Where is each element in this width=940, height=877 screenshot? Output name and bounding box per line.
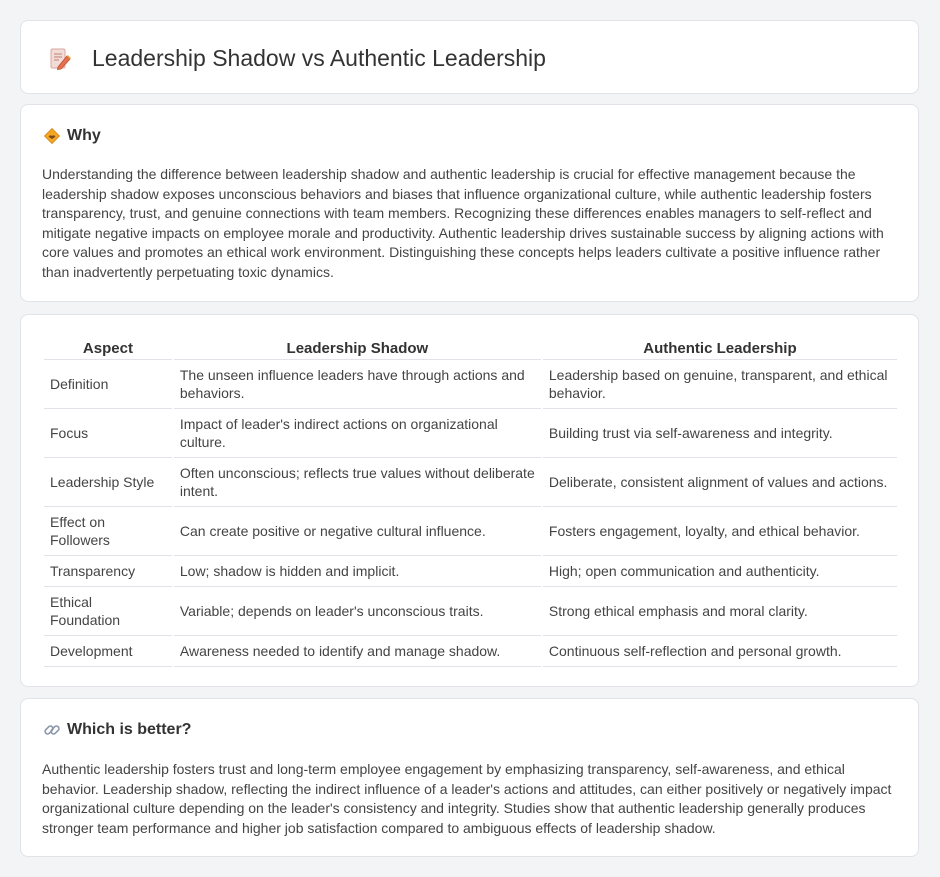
which-is-better-section	[20, 698, 919, 857]
aspect-cell: Ethical Foundation	[44, 587, 172, 636]
header-card	[20, 20, 919, 94]
aspect-cell: Effect on Followers	[44, 507, 172, 556]
authentic-cell: High; open communication and authenticity.	[543, 556, 897, 587]
comparison-table	[42, 337, 899, 667]
shadow-cell: The unseen influence leaders have through actions and behaviors.	[174, 360, 541, 409]
aspect-cell: Development	[44, 636, 172, 667]
better-heading: Which is better?	[67, 721, 192, 738]
column-header-leadership-shadow: Leadership Shadow	[174, 337, 541, 360]
link-icon	[43, 721, 61, 739]
table-row	[44, 409, 897, 458]
aspect-cell: Leadership Style	[44, 458, 172, 507]
aspect-cell: Transparency	[44, 556, 172, 587]
page-title: Leadership Shadow vs Authentic Leadership	[92, 45, 546, 71]
table-row	[44, 636, 897, 667]
comparison-table-card	[20, 314, 919, 687]
why-heading: Why	[67, 127, 101, 144]
shadow-cell: Low; shadow is hidden and implicit.	[174, 556, 541, 587]
column-header-authentic-leadership: Authentic Leadership	[543, 337, 897, 360]
better-paragraph: Authentic leadership fosters trust and long-term employee engagement by emphasizing transparency, self-awareness, and ethical behavior. Leadership shadow, reflecting the indirect influence of a leader's actions and attitudes, can either positively or negatively impact organizational culture depending on the leader's consistency and integrity. Studies show that authentic leadership generally produces stronger team performance and higher job satisfaction compared to ambiguous effects of leadership shadow.	[42, 761, 892, 836]
handshake-icon	[43, 127, 61, 145]
authentic-cell: Strong ethical emphasis and moral clarity.	[543, 587, 897, 636]
authentic-cell: Fosters engagement, loyalty, and ethical behavior.	[543, 507, 897, 556]
authentic-cell: Leadership based on genuine, transparent, and ethical behavior.	[543, 360, 897, 409]
authentic-cell: Deliberate, consistent alignment of values and actions.	[543, 458, 897, 507]
shadow-cell: Awareness needed to identify and manage shadow.	[174, 636, 541, 667]
why-paragraph: Understanding the difference between leadership shadow and authentic leadership is crucial for effective management because the leadership shadow exposes unconscious behaviors and biases that influence organizational culture, while authentic leadership fosters transparency, trust, and genuine connections with team members. Recognizing these differences enables managers to self-reflect and mitigate negative impacts on employee morale and productivity. Authentic leadership drives sustainable success by aligning actions with core values and promotes an ethical work environment. Distinguishing these concepts helps leaders cultivate a positive influence rather than inadvertently perpetuating toxic dynamics.	[42, 166, 884, 280]
shadow-cell: Impact of leader's indirect actions on organizational culture.	[174, 409, 541, 458]
shadow-cell: Variable; depends on leader's unconscious traits.	[174, 587, 541, 636]
authentic-cell: Building trust via self-awareness and integrity.	[543, 409, 897, 458]
aspect-cell: Definition	[44, 360, 172, 409]
authentic-cell: Continuous self-reflection and personal growth.	[543, 636, 897, 667]
document-pencil-icon	[48, 47, 72, 71]
table-row	[44, 556, 897, 587]
shadow-cell: Often unconscious; reflects true values without deliberate intent.	[174, 458, 541, 507]
table-row	[44, 507, 897, 556]
why-heading-row	[43, 127, 101, 145]
why-section	[20, 104, 919, 302]
column-header-aspect: Aspect	[44, 337, 172, 360]
aspect-cell: Focus	[44, 409, 172, 458]
table-row	[44, 587, 897, 636]
better-heading-row	[43, 721, 191, 739]
table-header-row	[44, 337, 897, 360]
table-row	[44, 360, 897, 409]
table-row	[44, 458, 897, 507]
shadow-cell: Can create positive or negative cultural influence.	[174, 507, 541, 556]
